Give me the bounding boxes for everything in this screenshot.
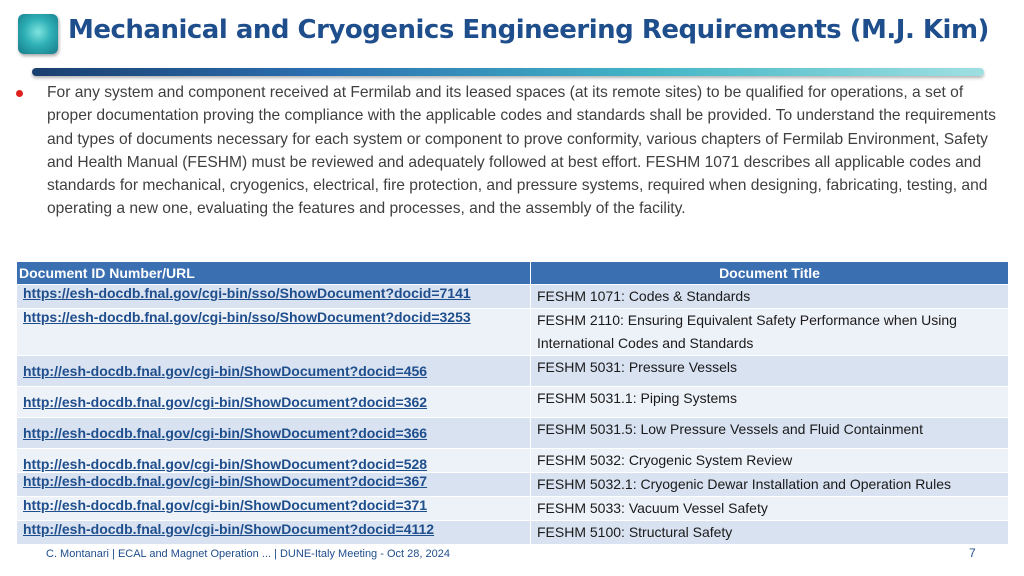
table-row — [17, 387, 1009, 418]
table-row — [17, 497, 1009, 521]
doc-title: FESHM 5031.5: Low Pressure Vessels and Fluid Containment — [531, 418, 1009, 449]
doc-link[interactable]: https://esh-docdb.fnal.gov/cgi-bin/sso/ShowDocument?docid=7141 — [17, 285, 531, 309]
table-row — [17, 521, 1009, 545]
doc-link[interactable]: http://esh-docdb.fnal.gov/cgi-bin/ShowDocument?docid=4112 — [17, 521, 531, 545]
doc-title: FESHM 5032.1: Cryogenic Dewar Installation and Operation Rules — [531, 473, 1009, 497]
table-row — [17, 356, 1009, 387]
doc-link[interactable]: http://esh-docdb.fnal.gov/cgi-bin/ShowDocument?docid=371 — [17, 497, 531, 521]
doc-title: FESHM 2110: Ensuring Equivalent Safety Performance when Using International Codes and Standards — [531, 309, 1009, 356]
header-doc-id: Document ID Number/URL — [17, 262, 531, 285]
table-header-row — [17, 262, 1009, 285]
doc-title: FESHM 5100: Structural Safety — [531, 521, 1009, 545]
doc-link[interactable]: http://esh-docdb.fnal.gov/cgi-bin/ShowDocument?docid=528 — [17, 449, 531, 473]
doc-title: FESHM 1071: Codes & Standards — [531, 285, 1009, 309]
page-number: 7 — [969, 546, 976, 560]
bullet-dot-icon — [16, 90, 23, 97]
doc-link[interactable]: https://esh-docdb.fnal.gov/cgi-bin/sso/ShowDocument?docid=3253 — [17, 309, 531, 356]
doc-title: FESHM 5032: Cryogenic System Review — [531, 449, 1009, 473]
doc-title: FESHM 5031: Pressure Vessels — [531, 356, 1009, 387]
slide-logo-icon — [18, 14, 58, 54]
doc-title: FESHM 5031.1: Piping Systems — [531, 387, 1009, 418]
table-row — [17, 449, 1009, 473]
slide-footer: C. Montanari | ECAL and Magnet Operation ... | DUNE-Italy Meeting - Oct 28, 2024 — [46, 548, 450, 560]
table-row — [17, 285, 1009, 309]
doc-link[interactable]: http://esh-docdb.fnal.gov/cgi-bin/ShowDocument?docid=367 — [17, 473, 531, 497]
table-row — [17, 418, 1009, 449]
doc-title: FESHM 5033: Vacuum Vessel Safety — [531, 497, 1009, 521]
bullet-text: For any system and component received at Fermilab and its leased spaces (at its remote sites) to be qualified for operations, a set of proper documentation proving the compliance with the applicable codes and standards shall be provided. To understand the requirements and types of documents necessary for each system or component to prove conformity, various chapters of Fermilab Environment, Safety and Health Manual (FESHM) must be reviewed and adequately followed at best effort. FESHM 1071 describes all applicable codes and standards for mechanical, cryogenics, electrical, fire protection, and pressure systems, required when designing, fabricating, testing, and operating a new one, evaluating the features and processes, and the assembly of the facility. — [47, 84, 996, 218]
table-row — [17, 309, 1009, 356]
header-doc-title: Document Title — [531, 262, 1009, 285]
slide-title: Mechanical and Cryogenics Engineering Requirements (M.J. Kim) — [68, 15, 989, 45]
doc-link[interactable]: http://esh-docdb.fnal.gov/cgi-bin/ShowDocument?docid=366 — [17, 418, 531, 449]
doc-link[interactable]: http://esh-docdb.fnal.gov/cgi-bin/ShowDocument?docid=456 — [17, 356, 531, 387]
doc-link[interactable]: http://esh-docdb.fnal.gov/cgi-bin/ShowDocument?docid=362 — [17, 387, 531, 418]
title-underline-bar — [32, 68, 984, 76]
table-row — [17, 473, 1009, 497]
documents-table — [16, 261, 1009, 545]
